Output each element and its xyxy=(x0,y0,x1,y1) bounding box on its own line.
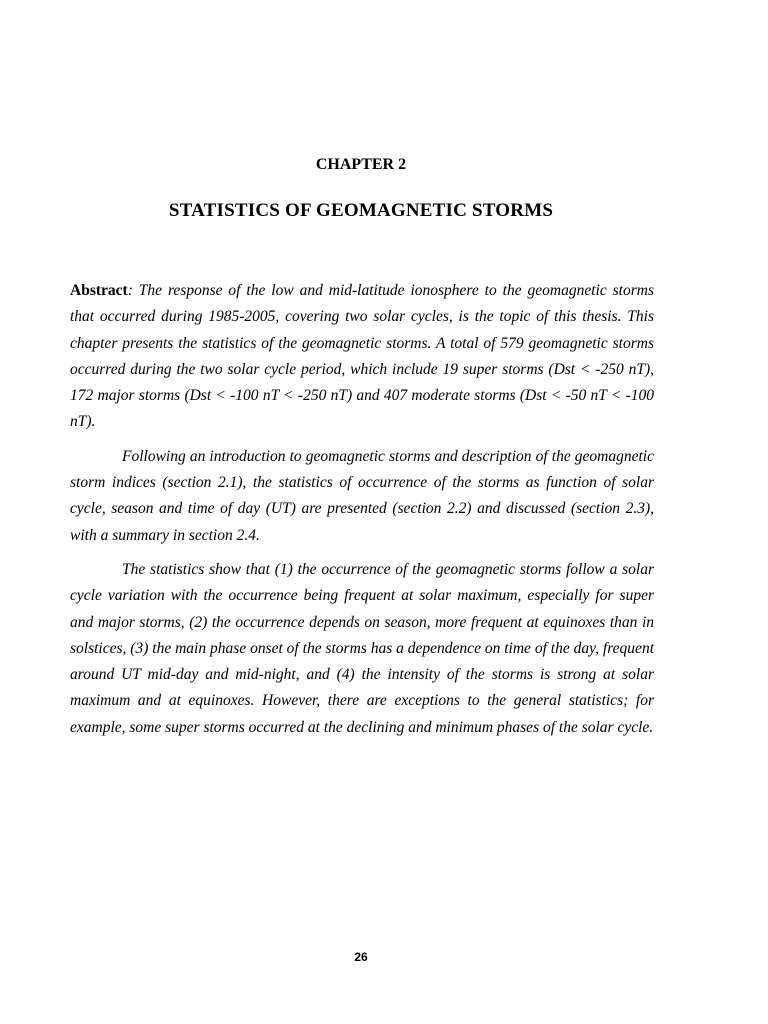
chapter-title: STATISTICS OF GEOMAGNETIC STORMS xyxy=(168,200,554,221)
page-number: 26 xyxy=(354,950,368,964)
abstract-text: The response of the low and mid-latitude ionosphere to the geomagnetic storms that occurred during 1985-2005, covering two solar cycles, is the topic of this thesis. This chapter presents the statistics of the geomagnetic storms. A total of 579 geomagnetic storms occurred during the two solar cycle period, which include 19 super storms (Dst < -250 nT), 172 major storms (Dst < -100 nT < -250 nT) and 407 moderate storms (Dst < -50 nT < -100 nT). xyxy=(70,282,654,431)
statistics-paragraph: The statistics show that (1) the occurrence of the geomagnetic storms follow a solar cycle variation with the occurrence being frequent at solar maximum, especially for super and major storms, (2) the occurrence depends on season, more frequent at equinoxes than in solstices, (3) the main phase onset of the storms has a dependence on time of the day, frequent around UT mid-day and mid-night, and (4) the intensity of the storms is strong at solar maximum and at equinoxes. However, there are exceptions to the general statistics; for example, some super storms occurred at the declining and minimum phases of the solar cycle. xyxy=(70,560,654,736)
abstract-label: Abstract xyxy=(70,282,128,299)
chapter-body xyxy=(70,278,654,749)
intro-paragraph: Following an introduction to geomagnetic storms and description of the geomagnetic storm indices (section 2.1), the statistics of occurrence of the storms as function of solar cycle, season and time of day (UT) are presented (section 2.2) and discussed (section 2.3), with a summary in section 2.4. xyxy=(70,447,654,544)
abstract-paragraph xyxy=(70,278,654,436)
abstract-colon: : xyxy=(127,282,133,299)
chapter-label: CHAPTER 2 xyxy=(315,156,407,173)
